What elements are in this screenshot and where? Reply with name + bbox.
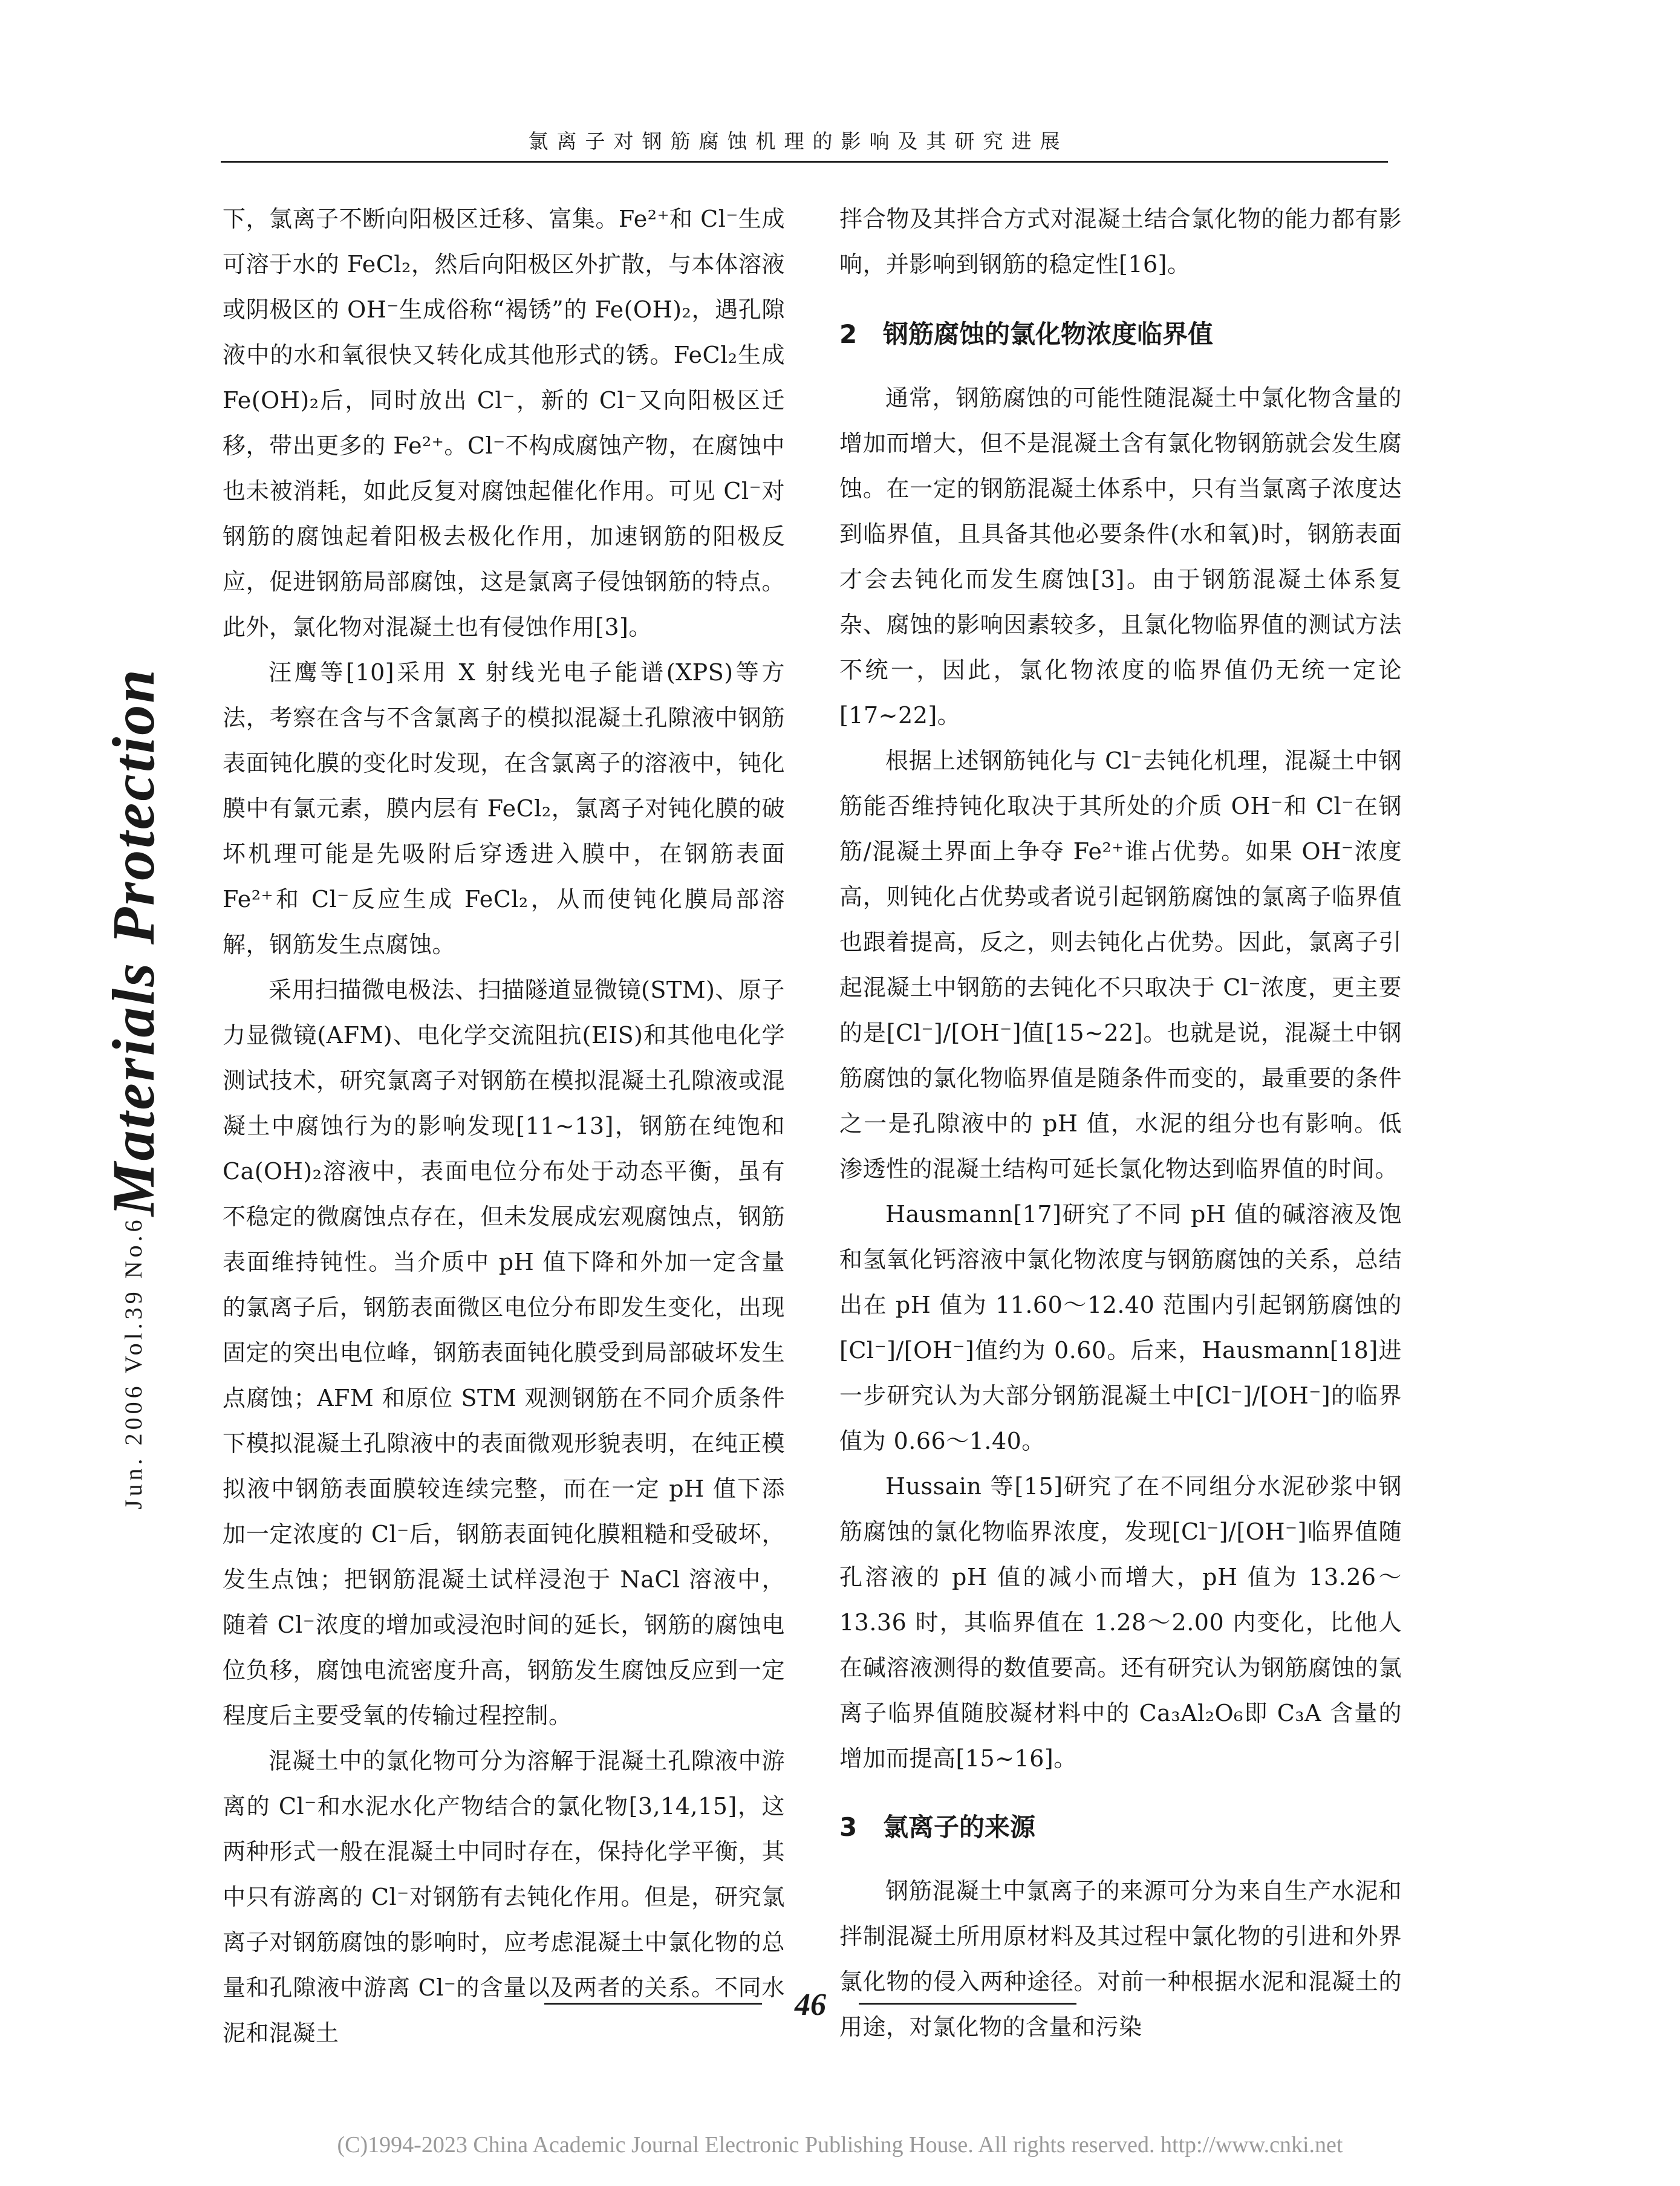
- body-paragraph: 通常，钢筋腐蚀的可能性随混凝土中氯化物含量的增加而增大，但不是混凝土含有氯化物钢筋就会发生腐蚀。在一定的钢筋混凝土体系中，只有当氯离子浓度达到临界值，且具备其他必要条件(水和氧)时，钢筋表面才会去钝化而发生腐蚀[3]。由于钢筋混凝土体系复杂、腐蚀的影响因素较多，且氯化物临界值的测试方法不统一，因此，氯化物浓度的临界值仍无统一定论[17~22]。: [839, 385, 1402, 729]
- body-paragraph: 汪鹰等[10]采用 X 射线光电子能谱(XPS)等方法，考察在含与不含氯离子的模拟混凝土孔隙液中钢筋表面钝化膜的变化时发现，在含氯离子的溶液中，钝化膜中有氯元素，膜内层有 FeCl₂，氯离子对钝化膜的破坏机理可能是先吸附后穿透进入膜中，在钢筋表面 Fe²⁺和 Cl⁻反应生成 FeCl₂，从而使钝化膜局部溶解，钢筋发生点腐蚀。: [223, 659, 785, 958]
- side-journal-title: Materials Protection: [99, 668, 167, 1217]
- section-number: 3: [839, 1812, 858, 1842]
- section-title: 钢筋腐蚀的氯化物浓度临界值: [883, 319, 1214, 349]
- body-paragraph: 下，氯离子不断向阳极区迁移、富集。Fe²⁺和 Cl⁻生成可溶于水的 FeCl₂，然后向阳极区外扩散，与本体溶液或阴极区的 OH⁻生成俗称“褐锈”的 Fe(OH)₂，遇孔隙液中的水和氧很快又转化成其他形式的锈。FeCl₂生成 Fe(OH)₂后，同时放出 Cl⁻，新的 Cl⁻又向阳极区迁移，带出更多的 Fe²⁺。Cl⁻不构成腐蚀产物，在腐蚀中也未被消耗，如此反复对腐蚀起催化作用。可见 Cl⁻对钢筋的腐蚀起着阳极去极化作用，加速钢筋的阳极反应，促进钢筋局部腐蚀，这是氯离子侵蚀钢筋的特点。此外，氯化物对混凝土也有侵蚀作用[3]。: [223, 206, 785, 640]
- header-rule: [221, 161, 1388, 163]
- page-number: 46: [795, 1988, 826, 2022]
- copyright-notice: (C)1994-2023 China Academic Journal Electronic Publishing House. All rights reserved. http://www.cnki.net: [337, 2132, 1343, 2158]
- section-number: 2: [839, 319, 858, 349]
- footer-rule-right: [859, 2003, 1076, 2005]
- body-paragraph: 根据上述钢筋钝化与 Cl⁻去钝化机理，混凝土中钢筋能否维持钝化取决于其所处的介质 OH⁻和 Cl⁻在钢筋/混凝土界面上争夺 Fe²⁺谁占优势。如果 OH⁻浓度高，则钝化占优势或者说引起钢筋腐蚀的氯离子临界值也跟着提高，反之，则去钝化占优势。因此，氯离子引起混凝土中钢筋的去钝化不只取决于 Cl⁻浓度，更主要的是[Cl⁻]/[OH⁻]值[15~22]。也就是说，混凝土中钢筋腐蚀的氯化物临界值是随条件而变的，最重要的条件之一是孔隙液中的 pH 值，水泥的组分也有影响。低渗透性的混凝土结构可延长氯化物达到临界值的时间。: [839, 747, 1402, 1182]
- section-heading: [839, 1809, 1402, 1846]
- footer-rule-left: [544, 2003, 762, 2005]
- left-column: [223, 197, 785, 2056]
- body-paragraph: Hausmann[17]研究了不同 pH 值的碱溶液及饱和氢氧化钙溶液中氯化物浓度与钢筋腐蚀的关系，总结出在 pH 值为 11.60～12.40 范围内引起钢筋腐蚀的[Cl⁻]/[OH⁻]值约为 0.60。后来，Hausmann[18]进一步研究认为大部分钢筋混凝土中[Cl⁻]/[OH⁻]的临界值为 0.66～1.40。: [839, 1201, 1402, 1454]
- running-title: 氯离子对钢筋腐蚀机理的影响及其研究进展: [528, 129, 1069, 153]
- body-paragraph: 采用扫描微电极法、扫描隧道显微镜(STM)、原子力显微镜(AFM)、电化学交流阻抗(EIS)和其他电化学测试技术，研究氯离子对钢筋在模拟混凝土孔隙液或混凝土中腐蚀行为的影响发现[11~13]，钢筋在纯饱和 Ca(OH)₂溶液中，表面电位分布处于动态平衡，虽有不稳定的微腐蚀点存在，但未发展成宏观腐蚀点，钢筋表面维持钝性。当介质中 pH 值下降和外加一定含量的氯离子后，钢筋表面微区电位分布即发生变化，出现固定的突出电位峰，钢筋表面钝化膜受到局部破坏发生点腐蚀；AFM 和原位 STM 观测钢筋在不同介质条件下模拟混凝土孔隙液中的表面微观形貌表明，在纯正模拟液中钢筋表面膜较连续完整，而在一定 pH 值下添加一定浓度的 Cl⁻后，钢筋表面钝化膜粗糙和受破坏，发生点蚀；把钢筋混凝土试样浸泡于 NaCl 溶液中，随着 Cl⁻浓度的增加或浸泡时间的延长，钢筋的腐蚀电位负移，腐蚀电流密度升高，钢筋发生腐蚀反应到一定程度后主要受氧的传输过程控制。: [223, 977, 785, 1729]
- right-column: [839, 197, 1402, 2050]
- body-paragraph: Hussain 等[15]研究了在不同组分水泥砂浆中钢筋腐蚀的氯化物临界浓度，发现[Cl⁻]/[OH⁻]临界值随孔溶液的 pH 值的减小而增大，pH 值为 13.26～13.36 时，其临界值在 1.28～2.00 内变化，比他人在碱溶液测得的数值要高。还有研究认为钢筋腐蚀的氯离子临界值随胶凝材料中的 Ca₃Al₂O₆即 C₃A 含量的增加而提高[15~16]。: [839, 1473, 1402, 1772]
- body-paragraph: 拌合物及其拌合方式对混凝土结合氯化物的能力都有影响，并影响到钢筋的稳定性[16]。: [839, 206, 1402, 278]
- body-paragraph: 钢筋混凝土中氯离子的来源可分为来自生产水泥和拌制混凝土所用原材料及其过程中氯化物的引进和外界氯化物的侵入两种途径。对前一种根据水泥和混凝土的用途，对氯化物的含量和污染: [839, 1878, 1402, 2040]
- side-banner: [97, 635, 169, 1542]
- section-heading: [839, 316, 1402, 353]
- section-title: 氯离子的来源: [883, 1812, 1036, 1842]
- body-paragraph: 混凝土中的氯化物可分为溶解于混凝土孔隙液中游离的 Cl⁻和水泥水化产物结合的氯化物[3,14,15]，这两种形式一般在混凝土中同时存在，保持化学平衡，其中只有游离的 Cl⁻对钢筋有去钝化作用。但是，研究氯离子对钢筋腐蚀的影响时，应考虑混凝土中氯化物的总量和孔隙液中游离 Cl⁻的含量以及两者的关系。不同水泥和混凝土: [223, 1748, 785, 2046]
- side-issue-label: Jun. 2006 Vol.39 No.6: [119, 1216, 147, 1509]
